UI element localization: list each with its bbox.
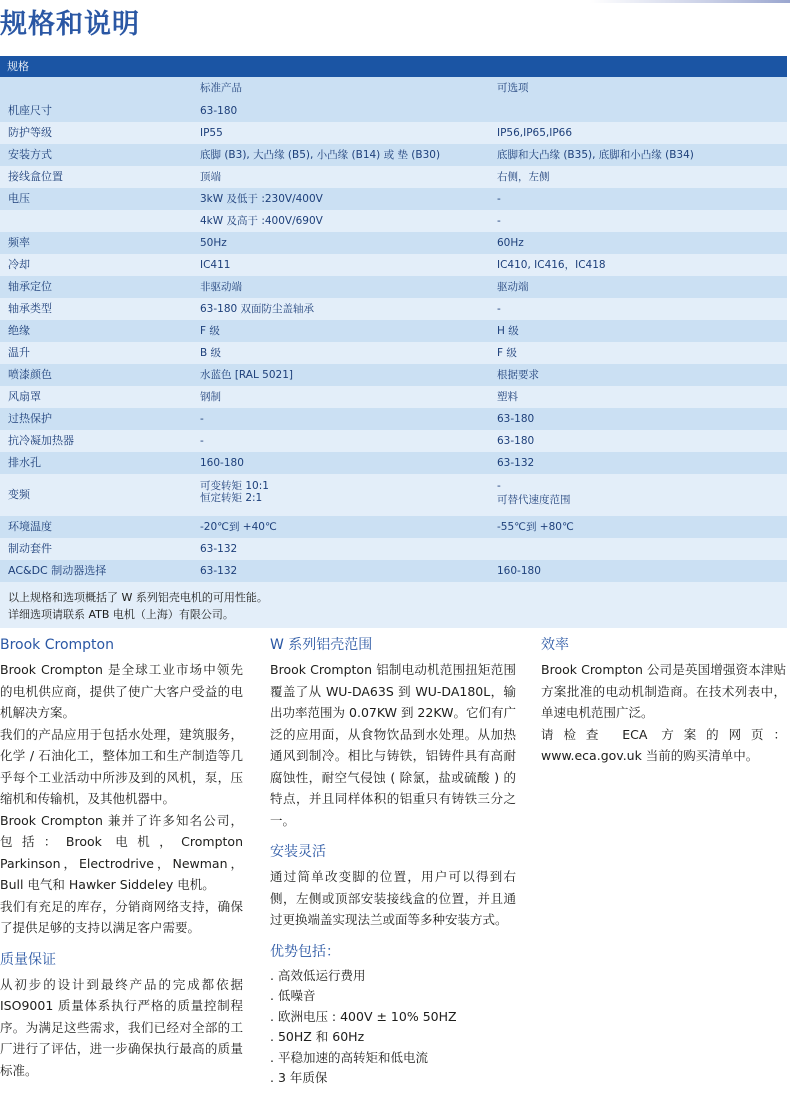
paragraph: Brook Crompton 兼并了许多知名公司，包括：Brook 电机，Crompton Parkinson，Electrodrive，Newman，Bull 电气和 Hawker Siddeley 电机。: [0, 812, 243, 892]
row-label: 轴承定位: [8, 280, 52, 293]
paragraph: Brook Crompton 公司是英国增强资本津贴方案批准的电动机制造商。在技术列表中，单速电机范围广泛。: [541, 662, 786, 720]
row-standard: [200, 480, 269, 504]
row-standard: IC411: [200, 259, 231, 271]
row-label: 温升: [8, 346, 30, 359]
row-optional: 63-180: [497, 435, 535, 447]
row-label: 环境温度: [8, 520, 52, 533]
table-row: [0, 276, 787, 298]
spacer: [270, 931, 516, 943]
section-title-w-series: W 系列铝壳范围: [270, 637, 373, 653]
row-label: 喷漆颜色: [8, 368, 52, 381]
table-row: [0, 298, 787, 320]
table-row: [0, 430, 787, 452]
decorative-line: [590, 0, 790, 3]
row-standard: 160-180: [200, 457, 244, 469]
table-row: [0, 100, 787, 122]
row-label: 电压: [8, 192, 30, 205]
row-standard: 63-132: [200, 565, 238, 577]
section-title-efficiency: 效率: [541, 637, 569, 653]
list-item: . 3 年质保: [270, 1070, 328, 1085]
row-standard: 底脚 (B3), 大凸缘 (B5), 小凸缘 (B14) 或 垫 (B30): [200, 149, 441, 161]
row-label: 冷却: [8, 258, 30, 271]
section-title-quality: 质量保证: [0, 951, 56, 968]
paragraph: Brook Crompton 铝制电动机范围扭矩范围覆盖了从 WU-DA63S 到 WU-DA180L，输出功率范围为 0.07KW 到 22KW。它们有广泛的应用面，从食物饮品到水处理。从加热通风到制冷。相比与铸铁，铝铸件具有高耐腐蚀性，耐空气侵蚀 ( 除氯，盐或硫酸 ) 的特点，并且同样体积的铝重只有铸铁三分之一。: [270, 662, 516, 828]
row-standard: 水蓝色 [RAL 5021]: [200, 369, 293, 381]
row-optional: 60Hz: [497, 237, 524, 249]
row-optional: 63-132: [497, 457, 535, 469]
paragraph: 我们有充足的库存，分销商网络支持，确保了提供足够的支持以满足客户需要。: [0, 898, 243, 935]
row-standard: IP55: [200, 127, 223, 139]
row-standard: 63-180 双面防尘盖轴承: [200, 303, 315, 315]
page-title: 规格和说明: [0, 9, 140, 40]
row-optional: 63-180: [497, 413, 535, 425]
table-row: [0, 166, 787, 188]
row-optional: H 级: [497, 325, 519, 337]
column-left: [0, 636, 243, 1081]
row-standard: 非驱动端: [200, 281, 242, 293]
row-label: 过热保护: [8, 412, 52, 425]
spec-column-headers: [0, 77, 787, 100]
spacer: [270, 831, 516, 843]
row-label: 轴承类型: [8, 302, 52, 315]
row-standard: 顶端: [200, 171, 221, 183]
row-standard: -: [200, 413, 204, 425]
row-optional: 底脚和大凸缘 (B35), 底脚和小凸缘 (B34): [497, 149, 694, 161]
row-standard: -: [200, 435, 204, 447]
row-optional: 右侧，左侧: [497, 171, 550, 183]
row-standard: F 级: [200, 325, 220, 337]
column-header-standard: 标准产品: [200, 82, 242, 94]
row-label: 接线盒位置: [8, 170, 63, 183]
table-row: [0, 144, 787, 166]
row-optional: 根据要求: [497, 369, 539, 381]
spec-table-header: 规格: [0, 56, 787, 77]
table-row: [0, 408, 787, 430]
spacer: [0, 939, 243, 951]
paragraph: 我们的产品应用于包括水处理，建筑服务，化学 / 石油化工，整体加工和生产制造等几乎每个工业活动中所涉及到的风机，泵，压缩机和传输机，及其他机器中。: [0, 726, 243, 806]
section-title-advantages: 优势包括：: [270, 943, 340, 960]
row-optional: -: [497, 303, 501, 315]
row-optional: -: [497, 193, 501, 205]
row-optional: -55℃到 +80℃: [497, 521, 574, 533]
row-label: 绝缘: [8, 324, 30, 337]
row-label: 排水孔: [8, 456, 41, 469]
column-right: [541, 636, 786, 767]
row-standard-line: 可变转矩 10:1: [200, 480, 269, 492]
table-row-frequency-drive: [0, 474, 787, 516]
row-standard: 4kW 及高于 :400V/690V: [200, 215, 323, 227]
row-standard: 钢制: [200, 391, 221, 403]
section-title-installation: 安装灵活: [270, 844, 326, 860]
spec-table: [0, 56, 787, 628]
row-optional: 驱动端: [497, 281, 529, 293]
spec-footnote: [0, 582, 787, 628]
row-standard: B 级: [200, 347, 222, 359]
list-item: . 欧洲电压 : 400V ± 10% 50HZ: [270, 1008, 457, 1024]
column-header-optional: 可选项: [497, 82, 529, 94]
row-optional: -: [497, 215, 501, 227]
row-optional: 塑料: [497, 391, 518, 403]
row-standard: 3kW 及低于 :230V/400V: [200, 193, 323, 205]
row-label: 防护等级: [8, 126, 52, 139]
column-middle: [270, 636, 516, 1089]
row-standard: 63-180: [200, 105, 238, 117]
row-optional: 160-180: [497, 565, 541, 577]
list-item: . 平稳加速的高转矩和低电流: [270, 1049, 428, 1065]
paragraph: Brook Crompton 是全球工业市场中领先的电机供应商，提供了使广大客户受益的电机解决方案。: [0, 662, 243, 720]
table-row: [0, 452, 787, 474]
row-standard: 50Hz: [200, 237, 227, 249]
row-optional: IC410, IC416，IC418: [497, 259, 606, 271]
table-row: [0, 254, 787, 276]
table-row: [0, 188, 787, 210]
paragraph: 请检查 ECA 方案的网页：www.eca.gov.uk 当前的购买清单中。: [541, 726, 786, 763]
row-optional-line: 可替代速度范围: [497, 494, 571, 506]
row-label: 变频: [8, 488, 30, 501]
row-label: 抗冷凝加热器: [8, 434, 74, 447]
table-row: [0, 232, 787, 254]
row-optional: IP56,IP65,IP66: [497, 127, 573, 139]
row-label: 安装方式: [8, 148, 52, 161]
table-row: [0, 364, 787, 386]
footnote-line: 详细选项请联系 ATB 电机（上海）有限公司。: [8, 608, 234, 621]
row-standard: 63-132: [200, 543, 238, 555]
table-row: [0, 516, 787, 538]
table-row: [0, 342, 787, 364]
row-optional: F 级: [497, 347, 517, 359]
row-label: 机座尺寸: [8, 104, 52, 117]
row-label: 制动套件: [8, 542, 52, 555]
row-standard: -20℃到 +40℃: [200, 521, 277, 533]
table-row: [0, 538, 787, 560]
row-label: 风扇罩: [8, 390, 41, 403]
table-row: [0, 210, 787, 232]
list-item: . 低噪音: [270, 988, 316, 1003]
row-label: 频率: [8, 236, 30, 249]
list-item: . 高效低运行费用: [270, 967, 366, 983]
section-title-brook-crompton: Brook Crompton: [0, 637, 114, 653]
paragraph: 从初步的设计到最终产品的完成都依据 ISO9001 质量体系执行严格的质量控制程序。为满足这些需求，我们已经对全部的工厂进行了评估，进一步确保执行最高的质量标准。: [0, 976, 243, 1078]
row-optional-line: -: [497, 480, 501, 492]
row-standard-line: 恒定转矩 2:1: [200, 492, 263, 504]
table-row: [0, 122, 787, 144]
row-label: AC&DC 制动器选择: [8, 564, 107, 577]
row-optional: [497, 479, 571, 507]
footnote-line: 以上规格和选项概括了 W 系列铝壳电机的可用性能。: [8, 591, 268, 604]
table-row: [0, 386, 787, 408]
paragraph: 通过简单改变脚的位置，用户可以得到右侧，左侧或顶部安装接线盒的位置，并且通过更换端盖实现法兰或面等多种安装方式。: [270, 869, 516, 927]
list-item: . 50HZ 和 60Hz: [270, 1029, 365, 1044]
table-row: [0, 560, 787, 582]
table-row: [0, 320, 787, 342]
